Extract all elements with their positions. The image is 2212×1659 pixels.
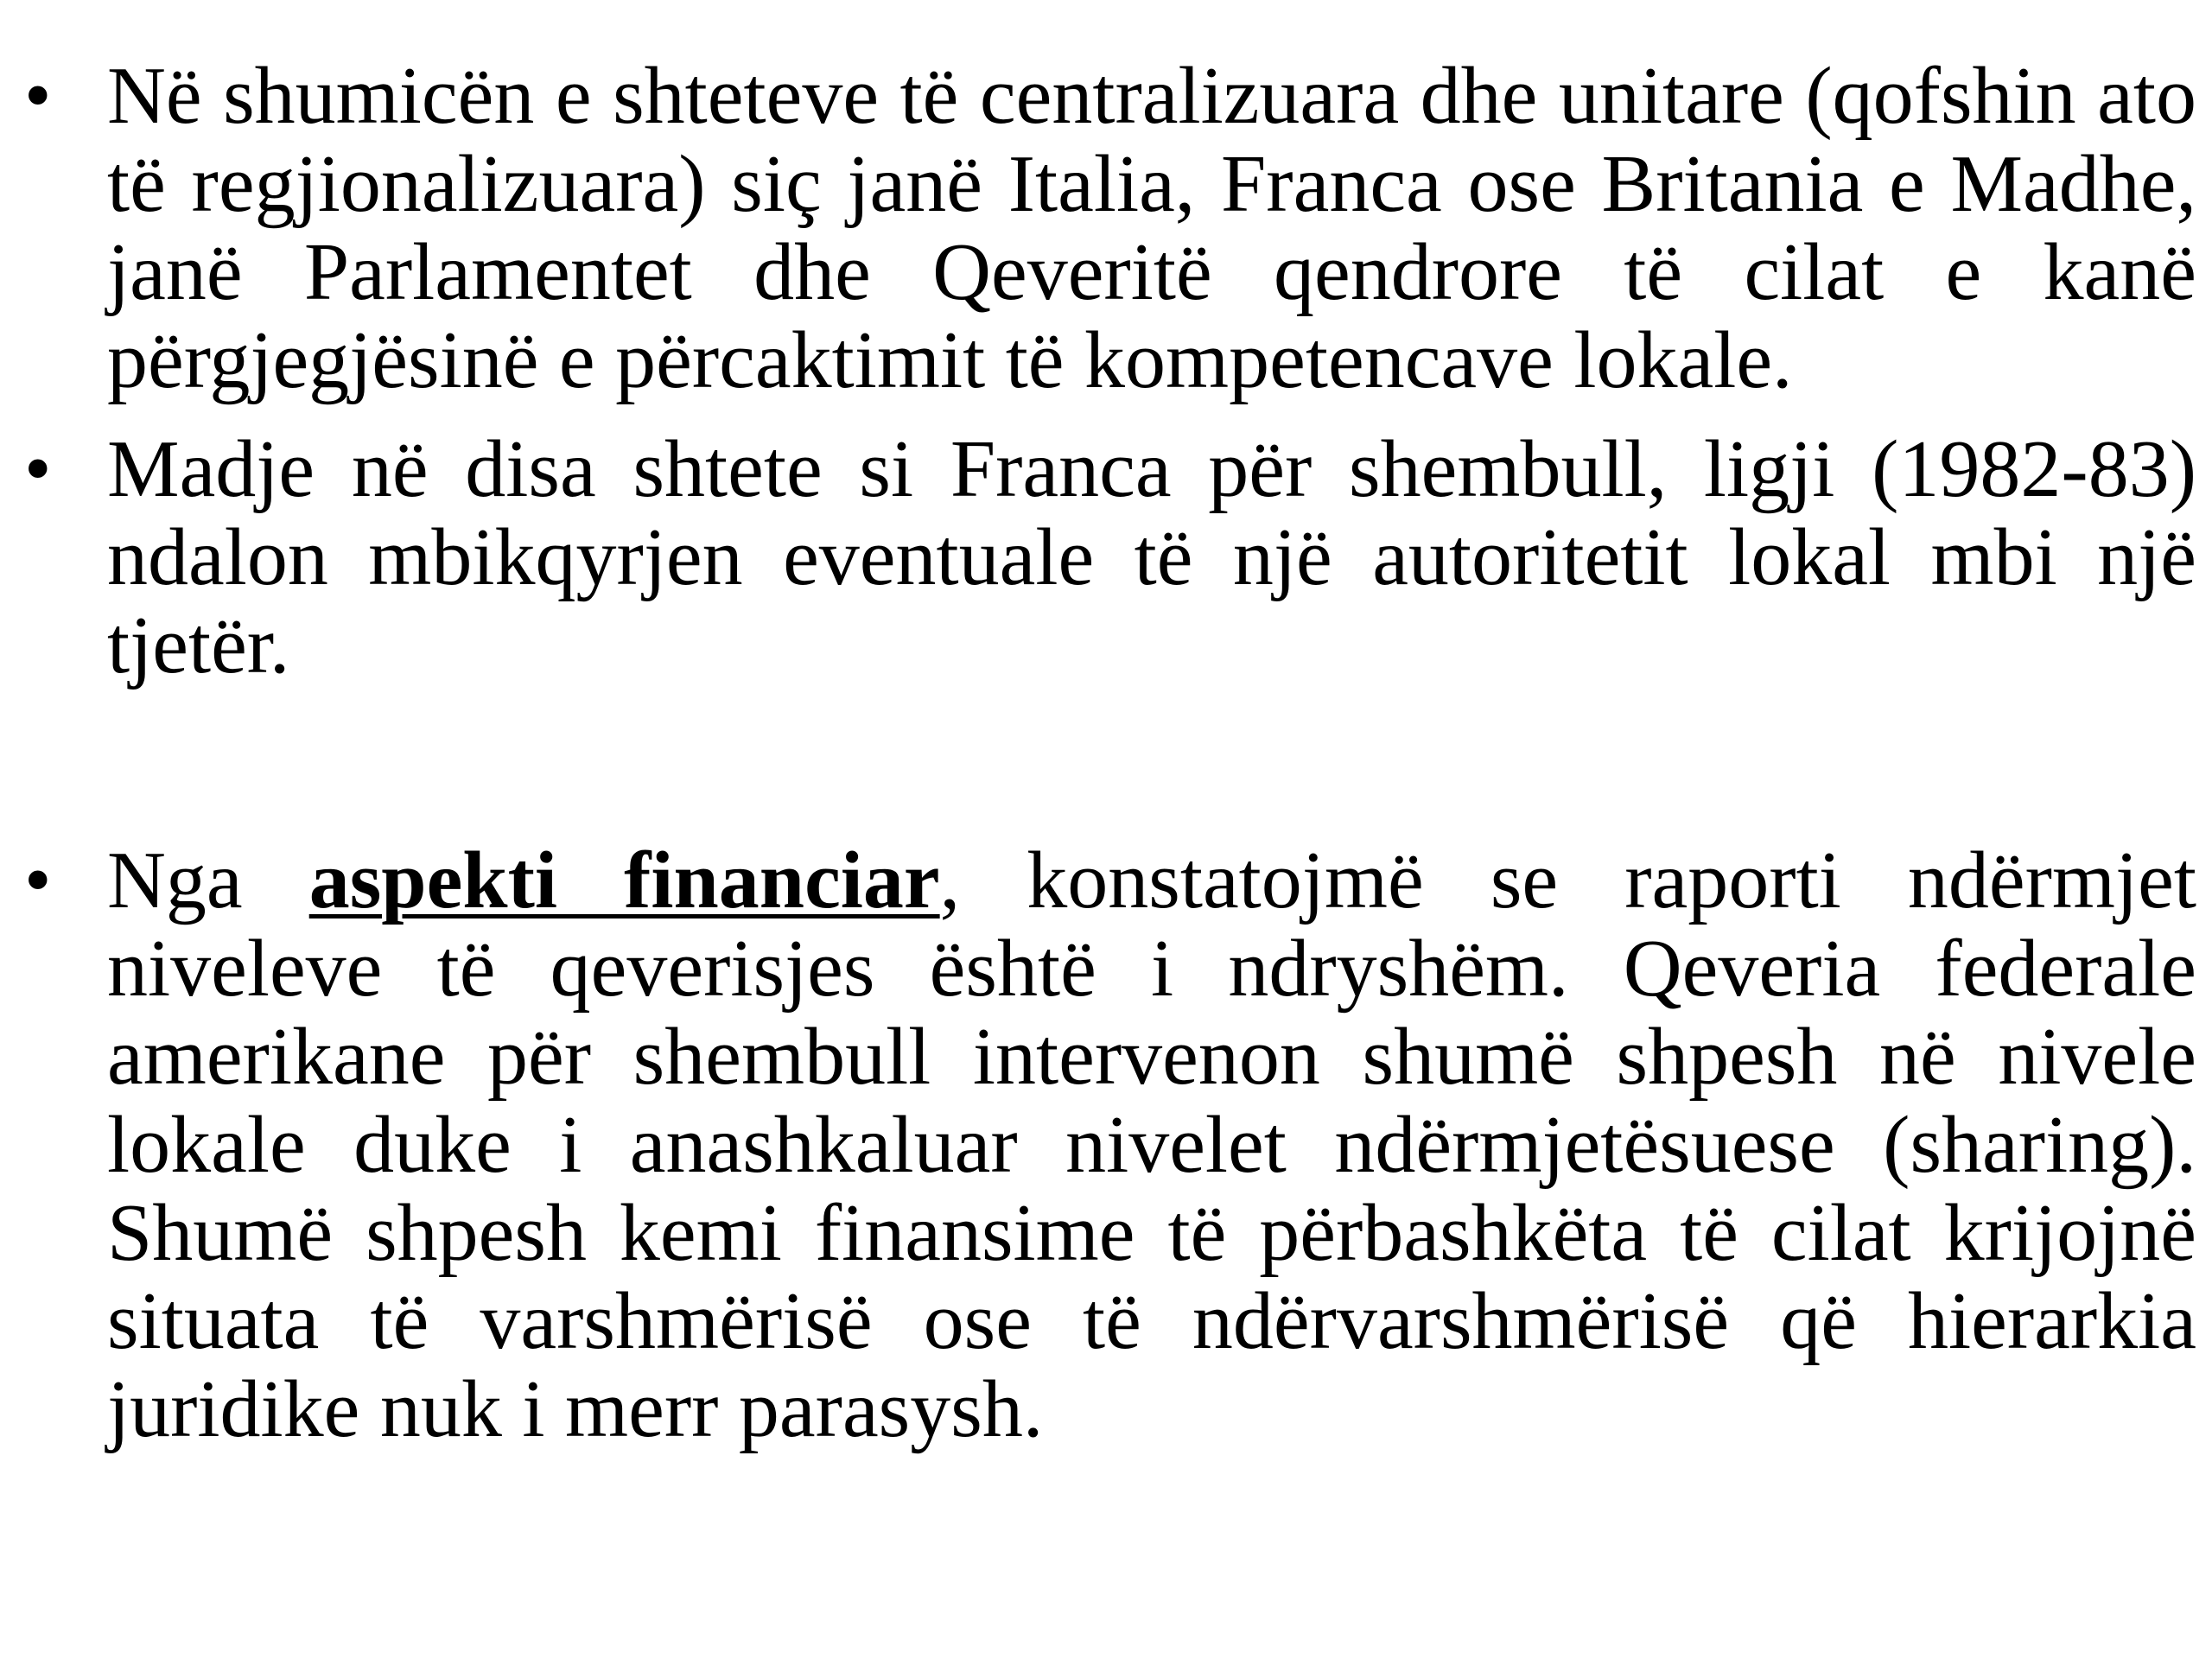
- bullet-item-financial-aspect: [17, 836, 2196, 1453]
- bullet-text: Në shumicën e shteteve të centralizuara dhe unitare (qofshin ato të regjionalizuara) siç janë Italia, Franca ose Britania e Madhe, janë Parlamentet dhe Qeveritë qendrore të cilat e kanë përgjegjësinë e përcaktimit të kompetencave lokale.: [107, 51, 2196, 405]
- bullet-item-france-law: [17, 425, 2196, 690]
- bullet-text-prefix: Nga: [107, 836, 309, 925]
- emphasized-term: aspekti financiar: [308, 836, 940, 925]
- bullet-icon: •: [24, 53, 52, 138]
- bullet-icon: •: [24, 426, 52, 512]
- bullet-text-suffix: , konstatojmë se raporti ndërmjet niveleve të qeverisjes është i ndryshëm. Qeveria federale amerikane për shembull intervenon shumë shpesh në nivele lokale duke i anashkaluar nivelet ndërmjetësuese (sharing). Shumë shpesh kemi finansime të përbashkëta të cilat krijojnë situata të varshmërisë ose të ndërvarshmërisë që hierarkia juridike nuk i merr parasysh.: [107, 836, 2196, 1454]
- bullet-icon: •: [24, 837, 52, 923]
- bullet-list: [17, 52, 2196, 1453]
- bullet-text: Madje në disa shtete si Franca për shembull, ligji (1982-83) ndalon mbikqyrjen eventuale të një autoritetit lokal mbi një tjetër.: [107, 424, 2196, 690]
- bullet-item-centralized-states: [17, 52, 2196, 404]
